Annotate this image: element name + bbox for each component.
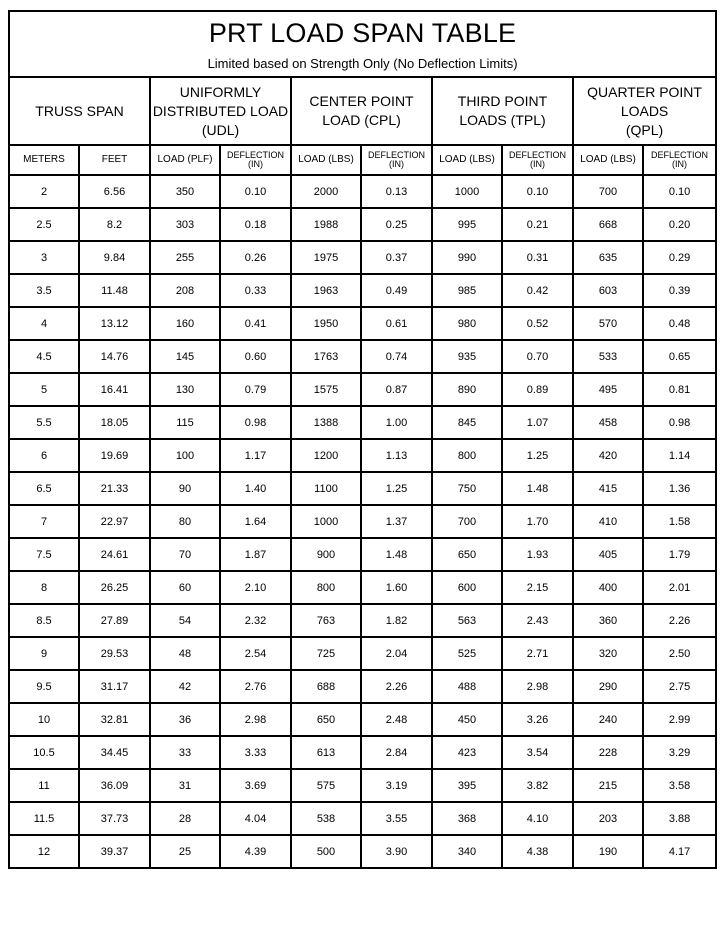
cell-cpl-deflection: 2.84 <box>361 736 432 769</box>
cell-tpl-load: 525 <box>432 637 502 670</box>
cell-udl-load: 208 <box>150 274 220 307</box>
cell-qpl-deflection: 3.29 <box>643 736 716 769</box>
cell-qpl-load: 668 <box>573 208 643 241</box>
cell-tpl-load: 340 <box>432 835 502 868</box>
cell-feet: 9.84 <box>79 241 150 274</box>
cell-cpl-load: 538 <box>291 802 361 835</box>
cell-tpl-load: 845 <box>432 406 502 439</box>
cell-udl-deflection: 1.17 <box>220 439 291 472</box>
cell-meters: 5 <box>9 373 79 406</box>
cell-meters: 6 <box>9 439 79 472</box>
title-block <box>9 11 716 77</box>
group-header-udl: UNIFORMLY DISTRIBUTED LOAD (UDL) <box>150 77 291 145</box>
cell-tpl-load: 800 <box>432 439 502 472</box>
cell-qpl-deflection: 4.17 <box>643 835 716 868</box>
table-row <box>9 670 716 703</box>
cell-qpl-load: 415 <box>573 472 643 505</box>
cell-feet: 16.41 <box>79 373 150 406</box>
cell-cpl-deflection: 2.04 <box>361 637 432 670</box>
table-row <box>9 637 716 670</box>
column-header-udl-load: LOAD (PLF) <box>150 145 220 175</box>
cell-feet: 19.69 <box>79 439 150 472</box>
cell-udl-load: 70 <box>150 538 220 571</box>
cell-udl-load: 160 <box>150 307 220 340</box>
cell-udl-deflection: 2.54 <box>220 637 291 670</box>
cell-udl-load: 42 <box>150 670 220 703</box>
cell-tpl-load: 1000 <box>432 175 502 208</box>
cell-tpl-deflection: 1.70 <box>502 505 573 538</box>
cell-meters: 11.5 <box>9 802 79 835</box>
cell-qpl-deflection: 0.65 <box>643 340 716 373</box>
cell-tpl-load: 650 <box>432 538 502 571</box>
cell-udl-deflection: 1.87 <box>220 538 291 571</box>
table-row <box>9 538 716 571</box>
cell-cpl-load: 613 <box>291 736 361 769</box>
cell-meters: 7.5 <box>9 538 79 571</box>
cell-feet: 22.97 <box>79 505 150 538</box>
cell-cpl-load: 900 <box>291 538 361 571</box>
cell-qpl-load: 495 <box>573 373 643 406</box>
cell-udl-deflection: 0.18 <box>220 208 291 241</box>
cell-meters: 12 <box>9 835 79 868</box>
cell-qpl-load: 190 <box>573 835 643 868</box>
cell-qpl-deflection: 2.99 <box>643 703 716 736</box>
cell-cpl-deflection: 1.25 <box>361 472 432 505</box>
table-row <box>9 439 716 472</box>
cell-udl-load: 33 <box>150 736 220 769</box>
cell-qpl-deflection: 0.98 <box>643 406 716 439</box>
cell-qpl-load: 603 <box>573 274 643 307</box>
cell-cpl-load: 650 <box>291 703 361 736</box>
cell-qpl-deflection: 0.48 <box>643 307 716 340</box>
cell-feet: 39.37 <box>79 835 150 868</box>
cell-qpl-load: 240 <box>573 703 643 736</box>
cell-cpl-deflection: 0.49 <box>361 274 432 307</box>
cell-cpl-load: 763 <box>291 604 361 637</box>
cell-udl-load: 350 <box>150 175 220 208</box>
cell-feet: 27.89 <box>79 604 150 637</box>
cell-udl-load: 80 <box>150 505 220 538</box>
cell-meters: 8 <box>9 571 79 604</box>
group-header-truss-span: TRUSS SPAN <box>9 77 150 145</box>
cell-udl-deflection: 0.26 <box>220 241 291 274</box>
cell-cpl-load: 688 <box>291 670 361 703</box>
cell-feet: 37.73 <box>79 802 150 835</box>
cell-udl-load: 115 <box>150 406 220 439</box>
cell-cpl-deflection: 1.13 <box>361 439 432 472</box>
column-header-qpl-deflection: DEFLECTION (IN) <box>643 145 716 175</box>
cell-cpl-load: 2000 <box>291 175 361 208</box>
table-row <box>9 769 716 802</box>
cell-cpl-load: 800 <box>291 571 361 604</box>
cell-cpl-load: 1100 <box>291 472 361 505</box>
cell-udl-load: 255 <box>150 241 220 274</box>
column-header-meters: METERS <box>9 145 79 175</box>
table-row <box>9 340 716 373</box>
column-header-feet: FEET <box>79 145 150 175</box>
table-subtitle: Limited based on Strength Only (No Deflection Limits) <box>207 56 518 71</box>
cell-tpl-deflection: 1.48 <box>502 472 573 505</box>
cell-meters: 4 <box>9 307 79 340</box>
cell-udl-load: 54 <box>150 604 220 637</box>
table-row <box>9 208 716 241</box>
cell-tpl-deflection: 3.82 <box>502 769 573 802</box>
table-row <box>9 175 716 208</box>
load-span-table <box>8 10 717 869</box>
cell-cpl-load: 1988 <box>291 208 361 241</box>
cell-qpl-deflection: 0.10 <box>643 175 716 208</box>
cell-tpl-deflection: 1.93 <box>502 538 573 571</box>
cell-qpl-deflection: 1.14 <box>643 439 716 472</box>
cell-tpl-deflection: 2.43 <box>502 604 573 637</box>
cell-qpl-deflection: 3.88 <box>643 802 716 835</box>
cell-qpl-load: 360 <box>573 604 643 637</box>
cell-qpl-deflection: 0.81 <box>643 373 716 406</box>
cell-udl-deflection: 2.10 <box>220 571 291 604</box>
cell-tpl-load: 985 <box>432 274 502 307</box>
column-header-udl-deflection: DEFLECTION (IN) <box>220 145 291 175</box>
cell-udl-deflection: 0.60 <box>220 340 291 373</box>
cell-udl-load: 100 <box>150 439 220 472</box>
cell-qpl-load: 400 <box>573 571 643 604</box>
cell-qpl-deflection: 2.75 <box>643 670 716 703</box>
cell-cpl-deflection: 1.00 <box>361 406 432 439</box>
cell-cpl-load: 1200 <box>291 439 361 472</box>
cell-meters: 2.5 <box>9 208 79 241</box>
cell-qpl-load: 458 <box>573 406 643 439</box>
cell-tpl-load: 935 <box>432 340 502 373</box>
cell-udl-load: 25 <box>150 835 220 868</box>
cell-qpl-deflection: 1.36 <box>643 472 716 505</box>
table-row <box>9 472 716 505</box>
cell-tpl-deflection: 2.71 <box>502 637 573 670</box>
cell-cpl-load: 575 <box>291 769 361 802</box>
cell-cpl-load: 1950 <box>291 307 361 340</box>
cell-qpl-load: 290 <box>573 670 643 703</box>
cell-qpl-deflection: 2.50 <box>643 637 716 670</box>
cell-cpl-load: 1975 <box>291 241 361 274</box>
cell-udl-deflection: 2.32 <box>220 604 291 637</box>
cell-meters: 7 <box>9 505 79 538</box>
cell-feet: 6.56 <box>79 175 150 208</box>
cell-cpl-load: 1763 <box>291 340 361 373</box>
cell-qpl-deflection: 0.29 <box>643 241 716 274</box>
cell-udl-load: 36 <box>150 703 220 736</box>
cell-feet: 29.53 <box>79 637 150 670</box>
cell-tpl-deflection: 0.52 <box>502 307 573 340</box>
cell-udl-deflection: 3.33 <box>220 736 291 769</box>
cell-meters: 6.5 <box>9 472 79 505</box>
cell-cpl-load: 1963 <box>291 274 361 307</box>
cell-meters: 11 <box>9 769 79 802</box>
cell-feet: 11.48 <box>79 274 150 307</box>
cell-tpl-deflection: 0.89 <box>502 373 573 406</box>
cell-udl-deflection: 4.04 <box>220 802 291 835</box>
cell-cpl-load: 1388 <box>291 406 361 439</box>
cell-qpl-deflection: 3.58 <box>643 769 716 802</box>
cell-tpl-load: 600 <box>432 571 502 604</box>
table-row <box>9 736 716 769</box>
cell-cpl-deflection: 1.48 <box>361 538 432 571</box>
cell-feet: 18.05 <box>79 406 150 439</box>
cell-qpl-deflection: 2.01 <box>643 571 716 604</box>
cell-udl-load: 31 <box>150 769 220 802</box>
cell-tpl-load: 395 <box>432 769 502 802</box>
table-row <box>9 703 716 736</box>
cell-tpl-load: 980 <box>432 307 502 340</box>
table-body <box>9 175 716 868</box>
table-row <box>9 505 716 538</box>
cell-qpl-load: 700 <box>573 175 643 208</box>
column-header-cpl-load: LOAD (LBS) <box>291 145 361 175</box>
group-header-qpl: QUARTER POINT LOADS (QPL) <box>573 77 716 145</box>
cell-tpl-deflection: 4.38 <box>502 835 573 868</box>
cell-tpl-deflection: 2.15 <box>502 571 573 604</box>
cell-tpl-load: 750 <box>432 472 502 505</box>
cell-cpl-load: 1575 <box>291 373 361 406</box>
cell-cpl-deflection: 3.19 <box>361 769 432 802</box>
load-span-table-sheet <box>8 10 715 869</box>
cell-qpl-deflection: 2.26 <box>643 604 716 637</box>
cell-udl-deflection: 0.10 <box>220 175 291 208</box>
cell-tpl-load: 563 <box>432 604 502 637</box>
cell-tpl-deflection: 0.42 <box>502 274 573 307</box>
cell-tpl-deflection: 3.54 <box>502 736 573 769</box>
cell-meters: 5.5 <box>9 406 79 439</box>
cell-cpl-deflection: 1.60 <box>361 571 432 604</box>
cell-udl-deflection: 0.41 <box>220 307 291 340</box>
cell-tpl-load: 368 <box>432 802 502 835</box>
cell-meters: 9 <box>9 637 79 670</box>
cell-udl-deflection: 0.33 <box>220 274 291 307</box>
cell-cpl-load: 725 <box>291 637 361 670</box>
cell-cpl-deflection: 0.87 <box>361 373 432 406</box>
table-row <box>9 802 716 835</box>
cell-qpl-load: 203 <box>573 802 643 835</box>
table-row <box>9 406 716 439</box>
cell-udl-deflection: 0.79 <box>220 373 291 406</box>
cell-tpl-deflection: 2.98 <box>502 670 573 703</box>
cell-meters: 3.5 <box>9 274 79 307</box>
cell-udl-deflection: 2.76 <box>220 670 291 703</box>
cell-feet: 34.45 <box>79 736 150 769</box>
cell-qpl-deflection: 1.58 <box>643 505 716 538</box>
cell-cpl-deflection: 0.13 <box>361 175 432 208</box>
cell-tpl-deflection: 1.25 <box>502 439 573 472</box>
group-header-tpl: THIRD POINT LOADS (TPL) <box>432 77 573 145</box>
cell-cpl-deflection: 0.37 <box>361 241 432 274</box>
cell-udl-deflection: 1.64 <box>220 505 291 538</box>
cell-feet: 13.12 <box>79 307 150 340</box>
table-row <box>9 571 716 604</box>
cell-feet: 8.2 <box>79 208 150 241</box>
cell-meters: 10.5 <box>9 736 79 769</box>
cell-meters: 9.5 <box>9 670 79 703</box>
cell-qpl-load: 533 <box>573 340 643 373</box>
cell-tpl-load: 700 <box>432 505 502 538</box>
cell-tpl-load: 890 <box>432 373 502 406</box>
column-header-qpl-load: LOAD (LBS) <box>573 145 643 175</box>
cell-udl-deflection: 2.98 <box>220 703 291 736</box>
cell-meters: 8.5 <box>9 604 79 637</box>
cell-tpl-deflection: 4.10 <box>502 802 573 835</box>
cell-tpl-deflection: 0.10 <box>502 175 573 208</box>
cell-qpl-load: 320 <box>573 637 643 670</box>
cell-qpl-load: 420 <box>573 439 643 472</box>
cell-qpl-deflection: 0.39 <box>643 274 716 307</box>
cell-cpl-deflection: 3.55 <box>361 802 432 835</box>
table-row <box>9 373 716 406</box>
cell-cpl-deflection: 1.37 <box>361 505 432 538</box>
cell-tpl-load: 450 <box>432 703 502 736</box>
column-header-cpl-deflection: DEFLECTION (IN) <box>361 145 432 175</box>
table-row <box>9 835 716 868</box>
group-header-cpl: CENTER POINT LOAD (CPL) <box>291 77 432 145</box>
cell-feet: 36.09 <box>79 769 150 802</box>
cell-qpl-load: 228 <box>573 736 643 769</box>
cell-qpl-load: 405 <box>573 538 643 571</box>
cell-qpl-deflection: 1.79 <box>643 538 716 571</box>
cell-tpl-load: 995 <box>432 208 502 241</box>
table-row <box>9 241 716 274</box>
cell-cpl-deflection: 2.26 <box>361 670 432 703</box>
cell-udl-load: 60 <box>150 571 220 604</box>
cell-tpl-deflection: 3.26 <box>502 703 573 736</box>
cell-meters: 3 <box>9 241 79 274</box>
cell-udl-load: 303 <box>150 208 220 241</box>
table-row <box>9 274 716 307</box>
cell-udl-deflection: 3.69 <box>220 769 291 802</box>
column-header-tpl-load: LOAD (LBS) <box>432 145 502 175</box>
cell-meters: 2 <box>9 175 79 208</box>
table-row <box>9 604 716 637</box>
cell-udl-load: 28 <box>150 802 220 835</box>
cell-cpl-deflection: 0.74 <box>361 340 432 373</box>
cell-tpl-deflection: 0.21 <box>502 208 573 241</box>
cell-cpl-deflection: 1.82 <box>361 604 432 637</box>
cell-qpl-deflection: 0.20 <box>643 208 716 241</box>
table-row <box>9 307 716 340</box>
cell-udl-deflection: 1.40 <box>220 472 291 505</box>
cell-feet: 32.81 <box>79 703 150 736</box>
cell-feet: 26.25 <box>79 571 150 604</box>
cell-feet: 21.33 <box>79 472 150 505</box>
cell-cpl-load: 1000 <box>291 505 361 538</box>
cell-tpl-deflection: 0.70 <box>502 340 573 373</box>
cell-cpl-load: 500 <box>291 835 361 868</box>
cell-feet: 14.76 <box>79 340 150 373</box>
cell-qpl-load: 635 <box>573 241 643 274</box>
cell-udl-load: 130 <box>150 373 220 406</box>
cell-feet: 31.17 <box>79 670 150 703</box>
cell-meters: 4.5 <box>9 340 79 373</box>
cell-meters: 10 <box>9 703 79 736</box>
cell-tpl-deflection: 1.07 <box>502 406 573 439</box>
column-header-tpl-deflection: DEFLECTION (IN) <box>502 145 573 175</box>
cell-udl-deflection: 4.39 <box>220 835 291 868</box>
table-title: PRT LOAD SPAN TABLE <box>208 18 517 48</box>
cell-udl-load: 90 <box>150 472 220 505</box>
cell-cpl-deflection: 0.61 <box>361 307 432 340</box>
cell-tpl-load: 990 <box>432 241 502 274</box>
cell-udl-deflection: 0.98 <box>220 406 291 439</box>
cell-tpl-deflection: 0.31 <box>502 241 573 274</box>
cell-qpl-load: 570 <box>573 307 643 340</box>
cell-tpl-load: 423 <box>432 736 502 769</box>
cell-cpl-deflection: 3.90 <box>361 835 432 868</box>
cell-qpl-load: 410 <box>573 505 643 538</box>
cell-qpl-load: 215 <box>573 769 643 802</box>
cell-udl-load: 145 <box>150 340 220 373</box>
cell-tpl-load: 488 <box>432 670 502 703</box>
cell-cpl-deflection: 0.25 <box>361 208 432 241</box>
cell-udl-load: 48 <box>150 637 220 670</box>
cell-feet: 24.61 <box>79 538 150 571</box>
cell-cpl-deflection: 2.48 <box>361 703 432 736</box>
